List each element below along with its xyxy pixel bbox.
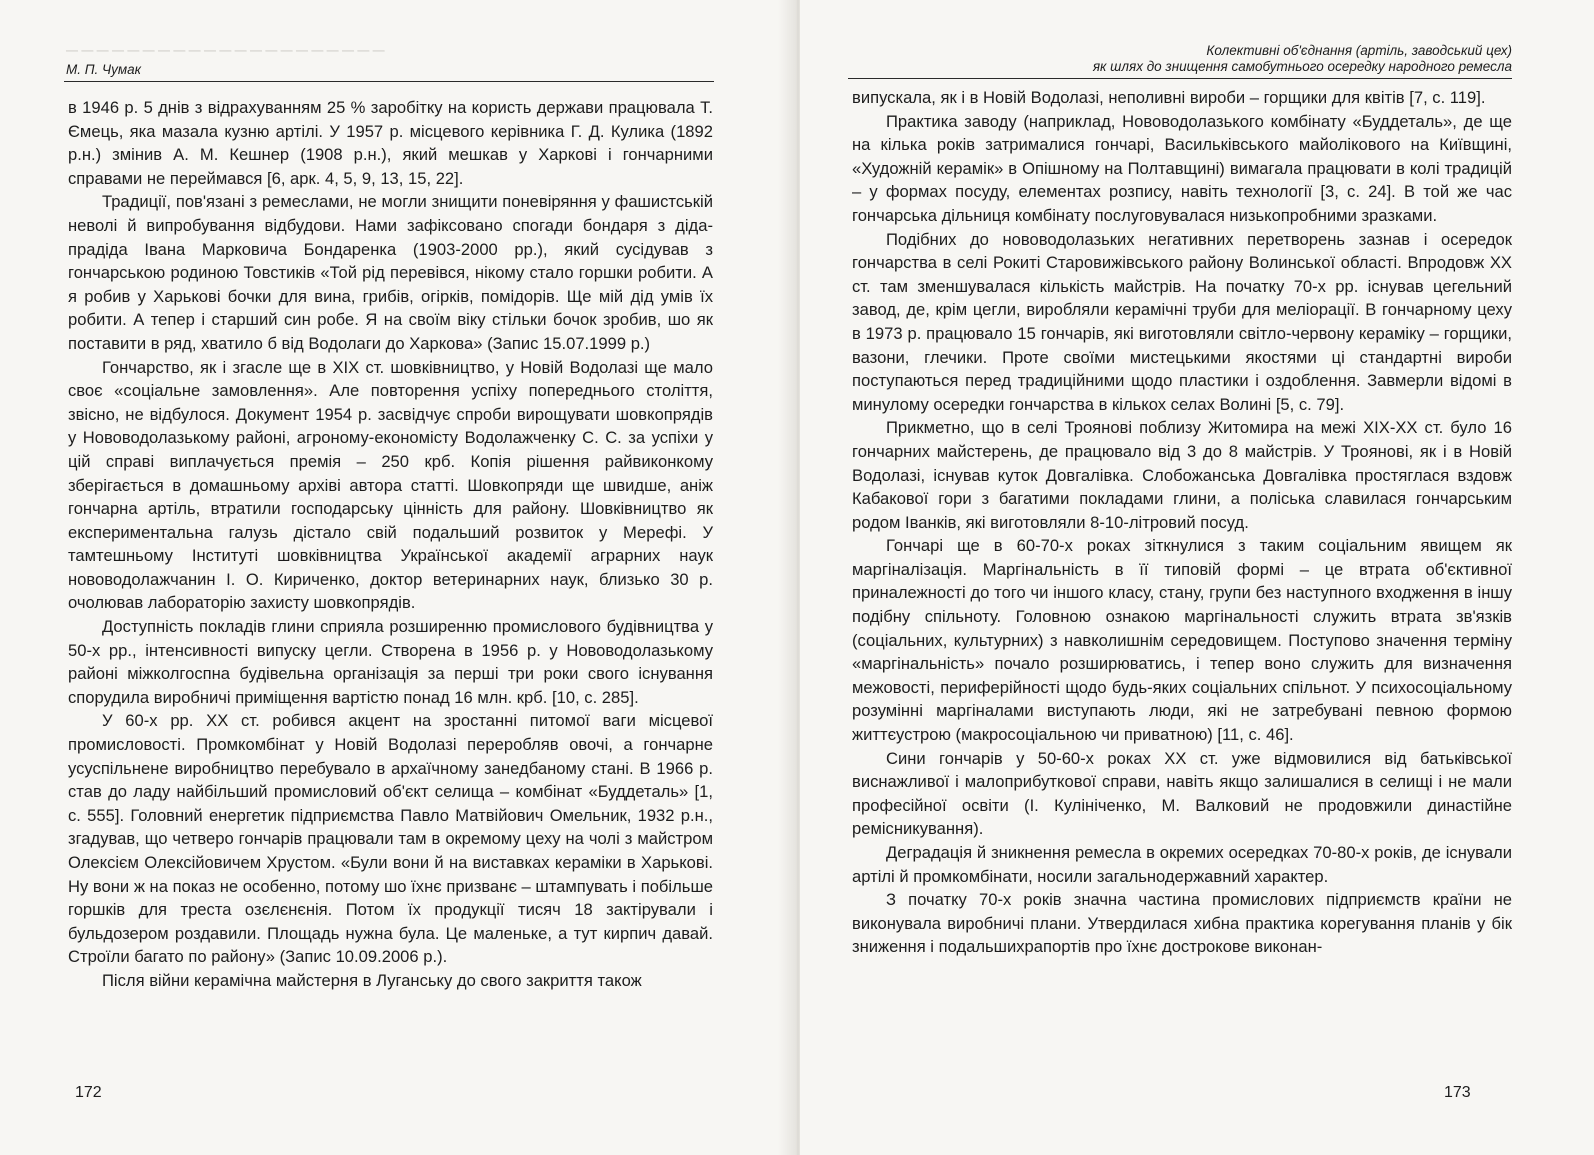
- left-page: [0, 0, 790, 1155]
- right-paragraph-6: Сини гончарів у 50-60-х роках XX ст. уже відмовилися від батьківської виснажливої і малоприбуткової справи, навіть якщо залишалися в селищі і не мали професійної освіти (І. Кулініченко, М. Валковий не продовжили династійне ремісникування).: [852, 748, 1512, 839]
- right-running-head-line-1: Колективні об'єднання (артіль, заводський цех): [1206, 43, 1512, 58]
- left-running-head: М. П. Чумак: [66, 62, 142, 77]
- right-header-rule: [848, 78, 1512, 79]
- right-paragraph-2: Практика заводу (наприклад, Нововодолазького комбінату «Буддеталь», де ще на кілька років затрималися гончарі, Васильківського майолікового на Київщині, «Художній керамік» в Опішному на Полтавщині) вимагала працювати в колі традицій – у формах посуду, елементах розпису, навіть технології [3, с. 24]. В той же час гончарська дільниця комбінату послуговувалася низькопробними зразками.: [852, 111, 1512, 225]
- right-paragraph-3: Подібних до нововодолазьких негативних перетворень зазнав і осередок гончарства в селі Рокиті Старовижівського району Волинської області. Впродовж XX ст. там зменшувалася кількість майстрів. На початку 70-х рр. існував цегельний завод, де, крім цегли, виробляли керамічні труби для меліорації. В гончарному цеху в 1973 р. працювало 15 гончарів, які виготовляли світло-червону кераміку – горщики, вазони, глечики. Проте своїми мистецькими якостями ці стандартні вироби поступаються перед традиційними щодо пластики і оздоблення. Завмерли відомі в минулому осередки гончарства в кількох селах Волині [5, с. 79].: [852, 229, 1512, 414]
- right-paragraph-4: Прикметно, що в селі Троянові поблизу Житомира на межі XIX-XX ст. було 16 гончарних майстерень, де працювало від 3 до 8 майстрів. У Троянові, як і в Новій Водолазі, існував куток Довгалівка. Слобожанська Довгалівка простяглася вздовж Кабакової гори з багатими покладами глини, а поліська славилася гончарським родом Іванків, які виготовляли 8-10-літровий посуд.: [852, 418, 1512, 532]
- left-paragraph-2: Традиції, пов'язані з ремеслами, не могли знищити поневіряння у фашистській неволі й випробування відбудови. Нами зафіксовано спогади бондаря з діда-прадіда Івана Марковича Бондаренка (1903-2000 рр.), який сусідував з гончарською родиною Товстиків «Той рід перевівся, нікому стало горшки робити. А я робив у Харькові бочки для вина, грибів, огірків, помідорів. Ще мій дід умів їх робити. А тепер і старший син робе. Я на своїм віку стільки бочок зробив, шо як поставити в ряд, хватило б від Водолаги до Харкова» (Запис 15.07.1999 р.): [68, 192, 713, 353]
- right-body-text: [852, 86, 1512, 959]
- left-body-text: [68, 96, 713, 993]
- right-paragraph-5: Гончарі ще в 60-70-х роках зіткнулися з таким соціальним явищем як маргіналізація. Маргінальність в її типовій формі – це втрата об'єктивної приналежності до того чи іншого класу, стану, групи без наступного входження в іншу подібну спільноту. Головною ознакою маргінальності служить втрата зв'язків (соціальних, культурних) з навколишнім середовищем. Поступово значення терміну «маргінальність» почало розширюватись, і тепер воно служить для визначення межовості, периферійності щодо будь-яких соціальних спільнот. У психосоціальному розумінні маргіналами виступають люди, які не затребувані певною формою життєустрою (макросоціальною чи приватною) [11, с. 46].: [852, 536, 1512, 745]
- left-paragraph-4: Доступність покладів глини сприяла розширенню промислового будівництва у 50-х рр., інтенсивності випуску цегли. Створена в 1956 р. у Нововодолазькому районі міжколгоспна будівельна організація за перші три роки свого існування спорудила виробничі приміщення вартістю понад 16 млн. крб. [10, с. 285].: [68, 617, 713, 707]
- right-paragraph-1: випускала, як і в Новій Водолазі, неполивні вироби – горщики для квітів [7, с. 119].: [852, 88, 1486, 107]
- left-paragraph-5: У 60-х рр. XX ст. робився акцент на зростанні питомої ваги місцевої промисловості. Промкомбінат у Новій Водолазі переробляв овочі, а гончарне усуспільнене виробництво перебувало в архаїчному занедбаному стані. В 1966 р. став до ладу найбільший промисловий об'єкт селища – комбінат «Буддеталь» [1, с. 555]. Головний енергетик підприємства Павло Матвійович Омельник, 1932 р.н., згадував, що четверо гончарів працювали там в окремому цеху на чолі з майстром Олексієм Олексійовичем Хрустом. «Були вони й на виставках кераміки в Харькові. Ну вони ж на показ не особенно, потому шо їхнє призванє – штампувать і побільше горшків для треста озєлєнєнія. Потом їх продукції тисяч 18 зактірували і бульдозером роздавили. Площадь нужна була. Це маленьке, а тут кирпич давай. Строїли багато по району» (Запис 10.09.2006 р.).: [68, 711, 713, 967]
- show-through-text: — — — — — — — — — — — — — — — — — — — — —: [66, 45, 385, 59]
- right-page-number: 173: [1444, 1084, 1471, 1101]
- right-running-head: [1093, 43, 1512, 75]
- left-paragraph-6: Після війни керамічна майстерня в Луганську до свого закриття також: [102, 970, 642, 990]
- left-paragraph-1: в 1946 р. 5 днів з відрахуванням 25 % заробітку на користь держави працювала Т. Ємець, яка мазала кузню артілі. У 1957 р. місцевого керівника Г. Д. Кулика (1892 р.н.) змінив А. М. Кешнер (1908 р.н.), який мешкав у Харкові і гончарними справами не переймався [6, арк. 4, 5, 9, 13, 15, 22].: [68, 98, 713, 188]
- left-header-rule: [64, 81, 714, 82]
- right-running-head-line-2: як шлях до знищення самобутнього осередку народного ремесла: [1092, 59, 1512, 74]
- left-paragraph-3: Гончарство, як і згасле ще в XIX ст. шовківництво, у Новій Водолазі ще мало своє «соціальне замовлення». Але повторення успіху попереднього століття, звісно, не відбулося. Документ 1954 р. засвідчує спроби вирощувати шовкопрядів у Нововодолазькому районі, агроному-економісту Водолажченку С. С. за успіхи у цій справі виплачується премія – 250 крб. Копія рішення райвиконкому зберігається в домашньому архіві автора статті. Шовкопряди ще швидше, аніж гончарна артіль, втратили господарську цінність для району. Шовківництво як експериментальна галузь дістало свій подальший розвиток у Мерефі. У тамтешньому Інституті шовківництва Української академії аграрних наук нововодолажчанин І. О. Кириченко, доктор ветеринарних наук, близько 30 р. очолював лабораторію захисту шовкопрядів.: [68, 357, 713, 613]
- right-paragraph-7: Деградація й зникнення ремесла в окремих осередках 70-80-х років, де існували артілі й промкомбінати, носили загальнодержавний характер.: [852, 843, 1512, 886]
- right-paragraph-8: З початку 70-х років значна частина промислових підприємств країни не виконувала виробничі плани. Утвердилася хибна практика корегування планів у бік зниження і подальшихрапортів про їхнє дострокове виконан-: [852, 890, 1512, 957]
- left-page-number: 172: [75, 1084, 102, 1101]
